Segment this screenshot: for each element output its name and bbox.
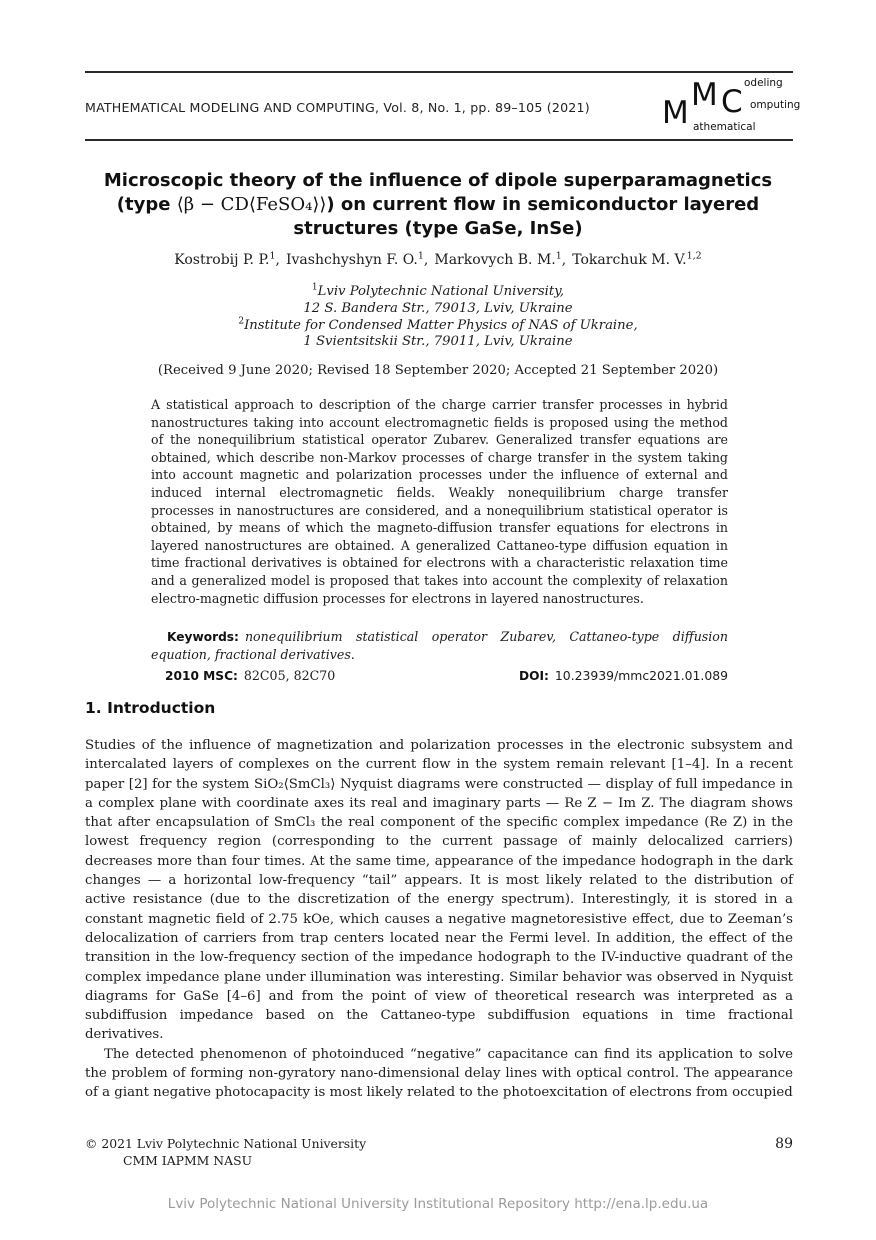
logo-letter-m1: M bbox=[662, 95, 689, 131]
affiliation-line bbox=[0, 334, 876, 351]
introduction-body bbox=[85, 736, 793, 1103]
affiliation-line bbox=[0, 301, 876, 318]
logo-letter-m2: M bbox=[691, 77, 718, 113]
journal-logo-mmc bbox=[660, 74, 801, 138]
paper-title-line3: structures (type GaSe, InSe) bbox=[293, 218, 583, 240]
author-affil-marker: 1 bbox=[269, 250, 276, 262]
author-name: Tokarchuk M. V. bbox=[572, 252, 687, 268]
doi-label: DOI: bbox=[519, 669, 549, 683]
author-separator: , bbox=[423, 252, 429, 268]
author-affil-marker: 1 bbox=[417, 250, 424, 262]
author bbox=[434, 252, 572, 268]
journal-header-line: MATHEMATICAL MODELING AND COMPUTING, Vol. 8, No. 1, pp. 89–105 (2021) bbox=[85, 100, 590, 115]
paper-title-line1: Microscopic theory of the influence of dipole superparamagnetics bbox=[103, 170, 773, 192]
intro-paragraph-1: Studies of the influence of magnetization and polarization processes in the electronic subsystem and intercalated layers of complexes on the current flow in the system remain relevant [1–4]. In a recent paper [2] for the system SiO₂⟨SmCl₃⟩ Nyquist diagrams were constructed — display of full impedance in a complex plane with coordinate axes its real and imaginary parts — Re Z − Im Z. The diagram shows that after encapsulation of SmCl₃ the real component of the specific complex impedance (Re Z) in the lowest frequency region (corresponding to the current passage of mainly delocalized carriers) decreases more than four times. At the same time, appearance of the impedance hodograph in the dark changes — a horizontal low-frequency “tail” appears. It is most likely related to the distribution of active resistance (due to the discretization of the energy spectrum). Interestingly, it is stored in a constant magnetic field of 2.75 kOe, which causes a negative magnetoresistive effect, due to Zeeman’s delocalization of carriers from trap centers located near the Fermi level. In addition, the effect of the transition in the low-frequency section of the impedance hodograph to the IV-inductive quadrant of the complex impedance plane under illumination was interesting. Similar behavior was observed in Nyquist diagrams for GaSe [4–6] and from the point of view of theoretical research was interpreted as a subdiffusion impedance based on the Cattaneo-type subdiffusion equations in time fractional derivatives. bbox=[85, 738, 793, 1043]
affiliation-line bbox=[0, 318, 876, 335]
msc-doi-row bbox=[151, 668, 728, 683]
header-rule-bottom bbox=[85, 139, 793, 141]
affiliation-line bbox=[0, 284, 876, 301]
author-separator: , bbox=[561, 252, 567, 268]
author-affil-marker: 1,2 bbox=[686, 250, 702, 262]
msc-label: 2010 MSC: bbox=[165, 669, 238, 683]
doi-entry bbox=[519, 668, 728, 683]
affiliations-block bbox=[0, 284, 876, 351]
affiliation-text: Lviv Polytechnic National University, bbox=[317, 284, 565, 299]
logo-word-computing: omputing bbox=[750, 99, 801, 111]
copyright-line2: CMM IAPMM NASU bbox=[123, 1152, 253, 1168]
keywords-text: nonequilibrium statistical operator Zubarev, Cattaneo-type diffusion equation, fractional derivatives. bbox=[151, 629, 728, 663]
author-name: Markovych B. M. bbox=[434, 252, 556, 268]
msc-value: 82C05, 82C70 bbox=[243, 668, 336, 683]
abstract-text: A statistical approach to description of the charge carrier transfer processes in hybrid nanostructures taking into account electromagnetic fields is proposed using the method of the nonequilibrium statistical operator Zubarev. Generalized transfer equations are obtained, which describe non-Markov processes of charge transfer in the system taking into account magnetic and polarization processes under the influence of external and induced internal electromagnetic fields. Weakly nonequilibrium charge transfer processes in nanostructures are considered, and a nonequilibrium statistical operator is obtained, by means of which the magneto-diffusion transfer equations for electrons in layered nanostructures are obtained. A generalized Cattaneo-type diffusion equation in time fractional derivatives is obtained for electrons with a characteristic relaxation time and a generalized model is proposed that takes into account the complexity of relaxation electro-magnetic diffusion processes for electrons in layered nanostructures. bbox=[151, 397, 728, 606]
affiliation-marker: 2 bbox=[238, 316, 245, 327]
logo-word-mathematical: athematical bbox=[693, 121, 756, 133]
author bbox=[572, 252, 701, 268]
author-affil-marker: 1 bbox=[555, 250, 562, 262]
paper-title-line2 bbox=[60, 193, 816, 217]
author-separator: , bbox=[275, 252, 280, 268]
paper-title-formula: ⟨β − CD⟨FeSO₄⟩⟩ bbox=[176, 194, 327, 216]
doi-value: 10.23939/mmc2021.01.089 bbox=[554, 668, 728, 683]
author bbox=[286, 252, 434, 268]
repository-watermark: Lviv Polytechnic National University Institutional Repository http://ena.lp.edu.ua bbox=[167, 1196, 709, 1212]
received-revised-accepted-line: (Received 9 June 2020; Revised 18 September 2020; Accepted 21 September 2020) bbox=[157, 363, 719, 378]
header-rule-top bbox=[85, 71, 793, 73]
affiliation-text: 1 Svientsitskii Str., 79011, Lviv, Ukraine bbox=[303, 334, 573, 350]
author-name: Kostrobij P. P. bbox=[174, 252, 270, 268]
paper-title bbox=[60, 169, 816, 241]
logo-letter-c: C bbox=[721, 84, 743, 120]
keywords-block bbox=[151, 628, 728, 664]
paper-title-line2-pre: (type bbox=[116, 194, 177, 216]
copyright-line1: © 2021 Lviv Polytechnic National University bbox=[85, 1136, 367, 1151]
keywords-label: Keywords: bbox=[167, 630, 239, 644]
paper-title-line2-post: ) on current flow in semiconductor layered bbox=[326, 194, 760, 216]
affiliation-text: 12 S. Bandera Str., 79013, Lviv, Ukraine bbox=[303, 300, 573, 316]
intro-paragraph-2: The detected phenomenon of photoinduced “negative” capacitance can find its application to solve the problem of forming non-gyratory nano-dimensional delay lines with optical control. The appearance of a giant negative photocapacity is most likely related to the photoexcitation of electrons from occupied bbox=[85, 1046, 793, 1101]
author-name: Ivashchyshyn F. O. bbox=[285, 252, 418, 268]
logo-word-modeling: odeling bbox=[744, 77, 783, 89]
section-heading-introduction: 1. Introduction bbox=[85, 699, 216, 717]
authors-line bbox=[0, 252, 876, 268]
affiliation-marker: 1 bbox=[311, 282, 318, 293]
author bbox=[174, 252, 286, 268]
msc-entry bbox=[165, 668, 335, 683]
affiliation-text: Institute for Condensed Matter Physics of NAS of Ukraine, bbox=[244, 317, 638, 333]
page-number: 89 bbox=[775, 1136, 793, 1152]
